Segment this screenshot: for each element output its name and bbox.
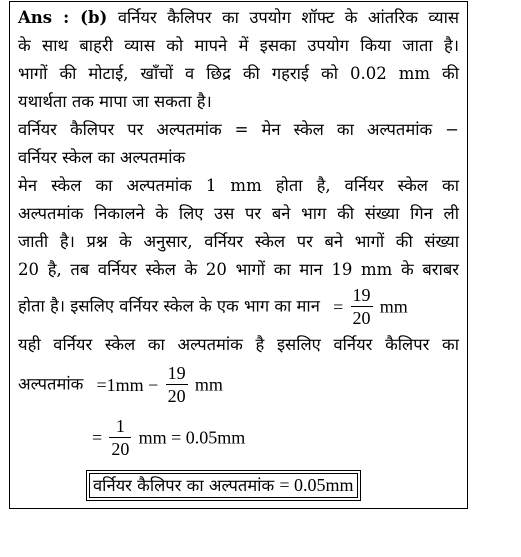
answer-box <box>9 1 468 509</box>
result-fraction <box>109 415 131 460</box>
least-count-fraction <box>166 362 188 407</box>
result-expression <box>92 415 459 460</box>
answer-line-3: भागों की मोटाई, खाँचों व छिद्र की गहराई को 0.02 mm की <box>18 64 459 83</box>
least-count-denominator: 20 <box>167 386 186 406</box>
answer-text-1: वर्नियर कैलिपर का उपयोग शॉफ्ट के आंतरिक व्यास <box>117 8 460 27</box>
result-numerator: 1 <box>109 415 131 438</box>
least-count-label: अल्पतमांक <box>18 374 84 394</box>
least-count-expression <box>18 362 459 407</box>
part-value-fraction <box>351 284 373 329</box>
answer-line-8: अल्पतमांक निकालने के लिए उस पर बने भाग की संख्या गिन ली <box>18 204 459 223</box>
answer-line-1 <box>18 7 459 29</box>
part-value-line <box>18 284 459 329</box>
least-count-line: यही वर्नियर स्केल का अल्पतमांक है इसलिए वर्नियर कैलिपर का <box>18 335 459 354</box>
answer-line-7: मेन स्केल का अल्पतमांक 1 mm होता है, वर्नियर स्केल का <box>18 176 459 195</box>
answer-line-5: वर्नियर कैलिपर पर अल्पतमांक = मेन स्केल का अल्पतमांक − <box>18 120 459 139</box>
part-value-unit: mm <box>379 296 408 317</box>
part-value-denominator: 20 <box>352 308 371 328</box>
final-answer-text: वर्नियर कैलिपर का अल्पतमांक <box>93 476 275 495</box>
answer-line-2: के साथ बाहरी व्यास को मापने में इसका उपयोग किया जाता है। <box>18 36 459 55</box>
answer-line-9: जाती है। प्रश्न के अनुसार, वर्नियर स्केल पर बने भागों की संख्या <box>18 232 459 251</box>
final-answer-box <box>86 470 361 501</box>
answer-line-10: 20 है, तब वर्नियर स्केल के 20 भागों का मान 19 mm के बराबर <box>18 260 459 279</box>
result-rest: mm = 0.05mm <box>138 427 246 448</box>
answer-line-6: वर्नियर स्केल का अल्पतमांक <box>18 148 186 167</box>
final-answer-value: = 0.05mm <box>279 475 354 495</box>
part-value-eq: = <box>333 296 344 317</box>
result-denominator: 20 <box>111 439 130 459</box>
answer-line-4: यथार्थता तक मापा जा सकता है। <box>18 92 212 111</box>
least-count-unit: mm <box>194 374 223 395</box>
part-value-text: होता है। इसलिए वर्नियर स्केल के एक भाग का मान <box>18 296 320 316</box>
least-count-expr-left: =1mm − <box>96 374 159 395</box>
result-eq: = <box>92 427 103 448</box>
answer-label: Ans : (b) <box>18 8 108 27</box>
least-count-numerator: 19 <box>167 363 186 383</box>
part-value-numerator: 19 <box>352 285 371 305</box>
